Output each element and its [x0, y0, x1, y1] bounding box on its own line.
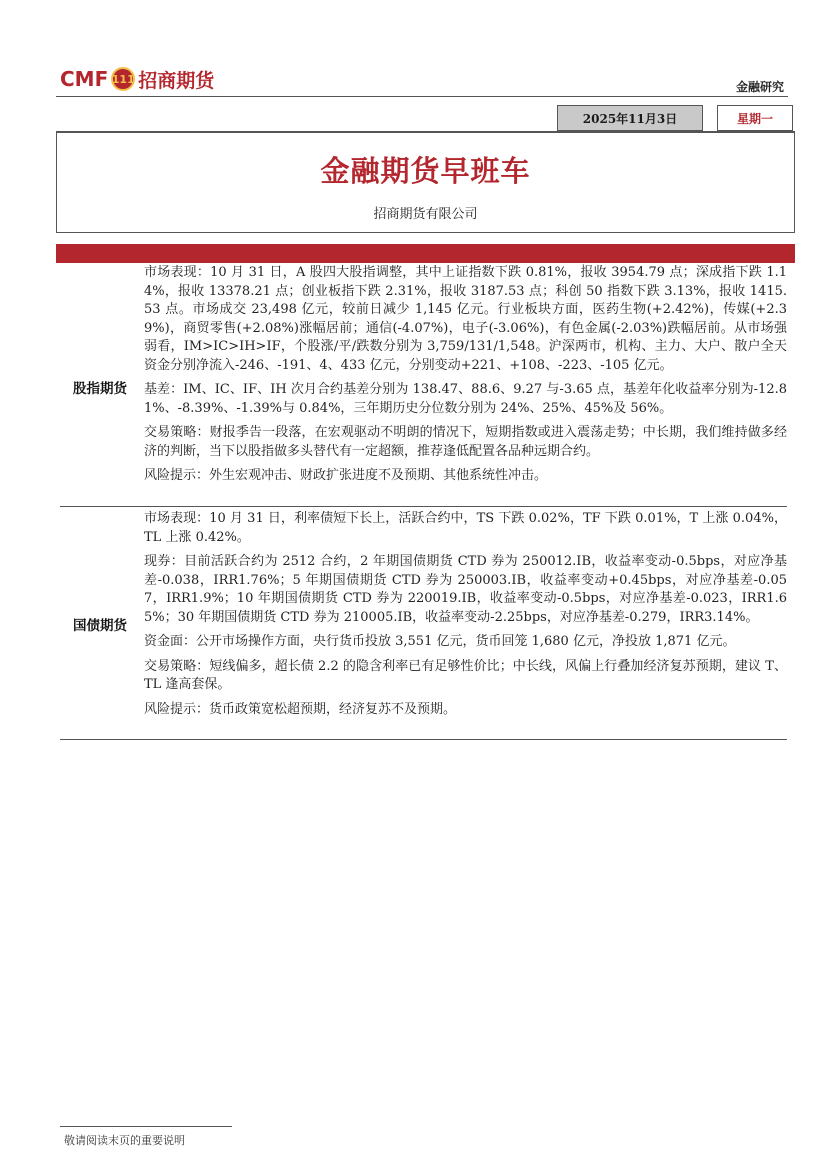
- paragraph-liquidity: 资金面：公开市场操作方面，央行货币投放 3,551 亿元，货币回笼 1,680 亿元，净投放 1,871 亿元。: [144, 634, 736, 649]
- section-body: [144, 264, 787, 492]
- report-date: 2025年11月3日: [557, 105, 703, 131]
- logo-chinese-text: 招商期货: [138, 69, 215, 92]
- disclaimer-note: 敬请阅读末页的重要说明: [64, 1134, 185, 1147]
- paragraph-strategy: 交易策略：短线偏多，超长债 2.2 的隐含利率已有足够性价比；中长线，风偏上行叠加经济复苏预期，建议 T、TL 逢高套保。: [144, 658, 787, 692]
- section-label: 股指期货: [73, 381, 127, 397]
- company-name: 招商期货有限公司: [373, 207, 478, 222]
- section-body: [144, 510, 787, 725]
- page-title: 金融期货早班车: [320, 154, 531, 188]
- date-bar: [557, 105, 795, 131]
- paragraph-basis: 基差：IM、IC、IF、IH 次月合约基差分别为 138.47、88.6、9.27 与-3.65 点，基差年化收益率分别为-12.81%、-8.39%、-1.39%与 0.84%，三年期历史分位数分别为 24%、25%、45%及 56%。: [144, 382, 787, 416]
- section-label: 国债期货: [73, 618, 127, 634]
- section-stock-index-futures: [60, 264, 787, 507]
- title-box: [56, 131, 795, 233]
- report-weekday: 星期一: [717, 105, 793, 131]
- section-header-band: [56, 244, 795, 263]
- report-category: 金融研究: [735, 80, 784, 94]
- section-treasury-futures: [60, 510, 787, 740]
- company-logo: [60, 64, 214, 94]
- logo-badge-icon: 111: [111, 67, 135, 91]
- logo-cmf-text: CMF: [60, 67, 109, 91]
- paragraph-strategy: 交易策略：财报季告一段落，在宏观驱动不明朗的情况下，短期指数或进入震荡走势；中长期，我们维持做多经济的判断，当下以股指做多头替代有一定超额，推荐逢低配置各品种远期合约。: [144, 425, 787, 459]
- paragraph-risk: 风险提示：货币政策宽松超预期，经济复苏不及预期。: [144, 701, 457, 717]
- header-divider: [56, 96, 788, 97]
- paragraph-market: 市场表现：10 月 31 日，利率债短下长上，活跃合约中，TS 下跌 0.02%，TF 下跌 0.01%，T 上涨 0.04%，TL 上涨 0.42%。: [144, 511, 787, 545]
- paragraph-risk: 风险提示：外生宏观冲击、财政扩张进度不及预期、其他系统性冲击。: [144, 468, 548, 483]
- footer-divider: [60, 1126, 232, 1127]
- paragraph-market: 市场表现：10 月 31 日，A 股四大股指调整，其中上证指数下跌 0.81%，报收 3954.79 点；深成指下跌 1.14%，报收 13378.21 点；创业板指下跌 2.31%，报收 3187.53 点；科创 50 指数下跌 3.13%，报收 1415.53 点。市场成交 23,498 亿元，较前日减少 1,145 亿元。行业板块方面，医药生物(+2.42%)，传媒(+2.39%)，商贸零售(+2.08%)涨幅居前；通信(-4.07%)，电子(-3.06%)，有色金属(-2.03%)跌幅居前。从市场强弱看，IM>IC>IH>IF，个股涨/平/跌数分别为 3,759/131/1,548。沪深两市，机构、主力、大户、散户全天资金分别净流入-246、-191、4、433 亿元，分别变动+221、+108、-223、-105 亿元。: [144, 265, 787, 373]
- paragraph-bonds: 现券：目前活跃合约为 2512 合约，2 年期国债期货 CTD 券为 250012.IB，收益率变动-0.5bps，对应净基差-0.038，IRR1.76%；5 年期国债期货 CTD 券为 250003.IB，收益率变动+0.45bps，对应净基差-0.057，IRR1.9%；10 年期国债期货 CTD 券为 220019.IB，收益率变动-0.5bps，对应净基差-0.023，IRR1.65%；30 年期国债期货 CTD 券为 210005.IB，收益率变动-2.25bps，对应净基差-0.279，IRR3.14%。: [144, 554, 787, 625]
